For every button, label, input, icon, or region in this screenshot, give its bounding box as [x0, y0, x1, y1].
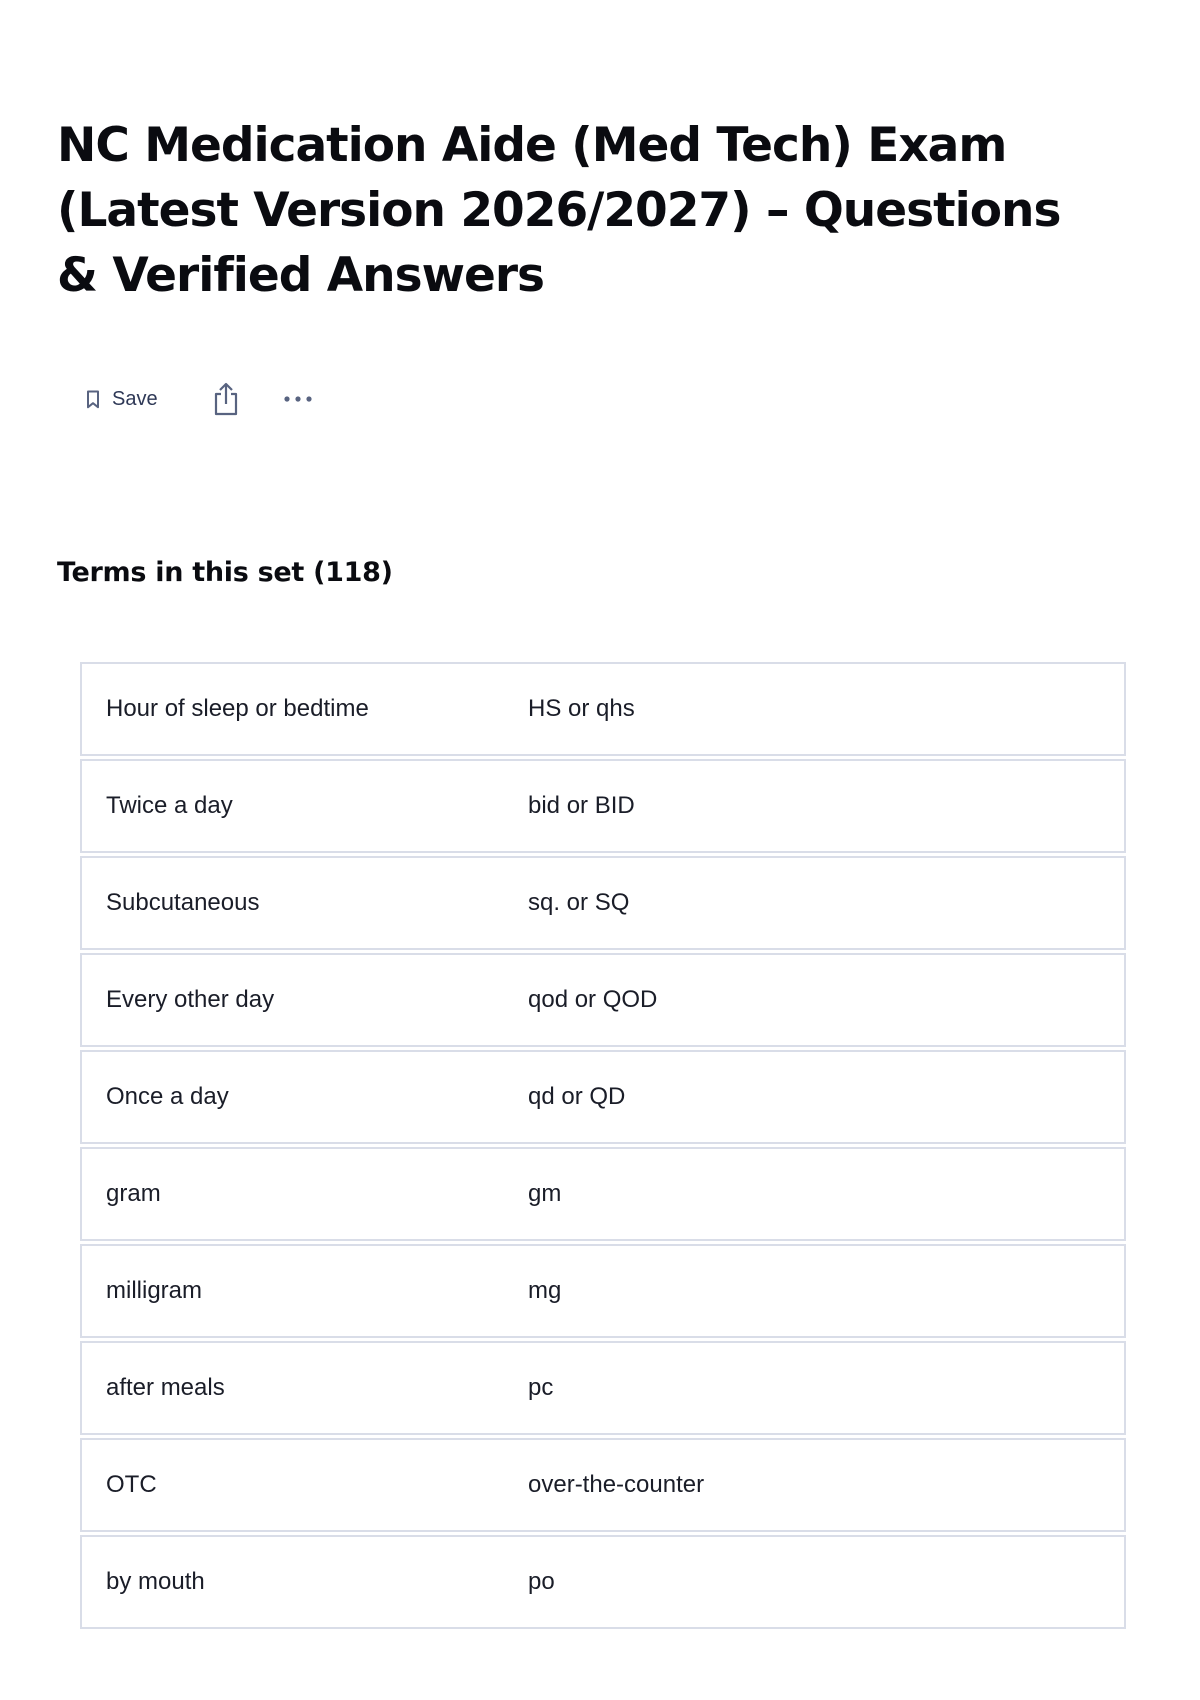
term-row[interactable] — [80, 1535, 1126, 1629]
term-definition: sq. or SQ — [528, 889, 630, 916]
share-icon — [213, 382, 239, 416]
term-row[interactable] — [80, 953, 1126, 1047]
share-button[interactable] — [206, 378, 246, 420]
terms-list — [80, 662, 1126, 1629]
more-horizontal-icon — [283, 395, 313, 403]
term-definition: po — [528, 1568, 555, 1595]
term-definition: bid or BID — [528, 792, 635, 819]
term-definition: mg — [528, 1277, 562, 1304]
term-row[interactable] — [80, 1147, 1126, 1241]
term-row[interactable] — [80, 1050, 1126, 1144]
term-word: Hour of sleep or bedtime — [106, 695, 369, 722]
term-definition: HS or qhs — [528, 695, 635, 722]
term-definition: qod or QOD — [528, 986, 658, 1013]
term-definition: over-the-counter — [528, 1471, 705, 1498]
term-definition: pc — [528, 1374, 554, 1401]
term-row[interactable] — [80, 1438, 1126, 1532]
term-word: by mouth — [106, 1568, 205, 1595]
term-word: Subcutaneous — [106, 889, 260, 916]
term-row[interactable] — [80, 1244, 1126, 1338]
term-row[interactable] — [80, 662, 1126, 756]
save-label: Save — [112, 387, 158, 410]
term-definition: gm — [528, 1180, 562, 1207]
more-options-button[interactable] — [278, 378, 318, 420]
set-actions-toolbar — [80, 378, 318, 420]
term-row[interactable] — [80, 856, 1126, 950]
term-word: milligram — [106, 1277, 202, 1304]
term-row[interactable] — [80, 1341, 1126, 1435]
bookmark-icon — [86, 390, 100, 409]
term-word: Twice a day — [106, 792, 233, 819]
term-word: Every other day — [106, 986, 275, 1013]
page-title: NC Medication Aide (Med Tech) Exam (Latest Version 2026/2027) – Questions & Verified Answers — [57, 118, 1061, 303]
term-definition: qd or QD — [528, 1083, 626, 1110]
term-word: Once a day — [106, 1083, 229, 1110]
term-word: OTC — [106, 1471, 157, 1498]
terms-heading: Terms in this set (118) — [57, 557, 393, 588]
save-button[interactable] — [80, 378, 164, 420]
term-word: gram — [106, 1180, 161, 1207]
term-row[interactable] — [80, 759, 1126, 853]
term-word: after meals — [106, 1374, 225, 1401]
